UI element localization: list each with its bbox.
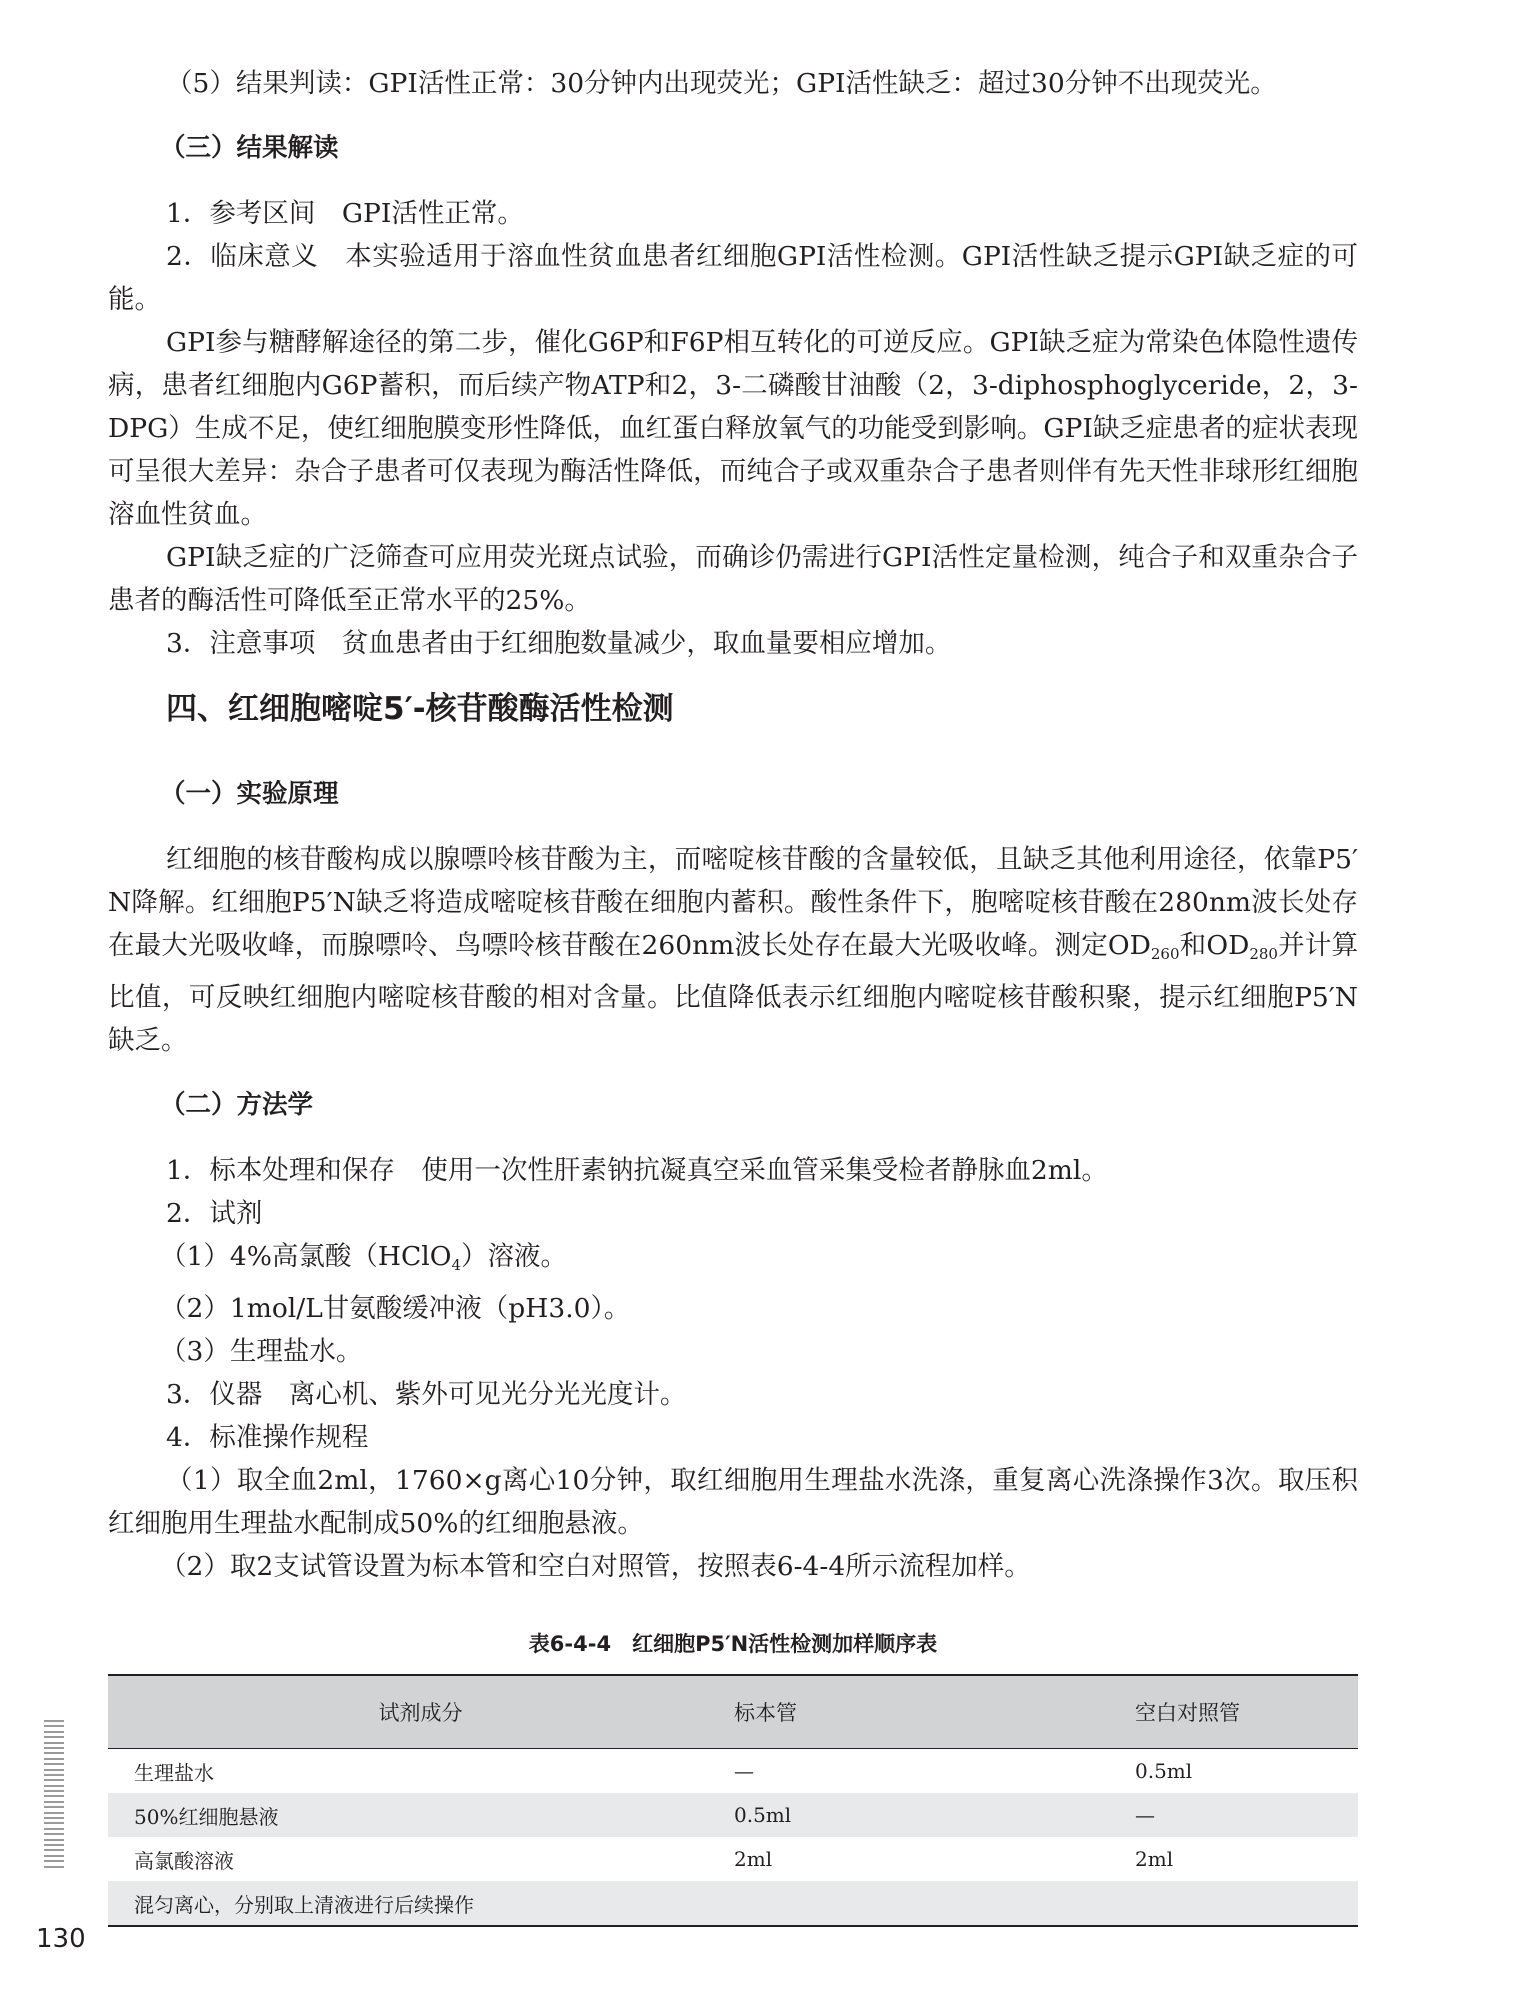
precautions: 3．注意事项 贫血患者由于红细胞数量减少，取血量要相应增加。: [166, 628, 952, 659]
page-content: [108, 62, 1358, 1927]
sop-step-2: （2）取2支试管设置为标本管和空白对照管，按照表6-4-4所示流程加样。: [160, 1551, 1031, 1582]
heading-result-reading: （三）结果解读: [160, 133, 339, 163]
od280-label: OD: [1206, 930, 1250, 961]
principle-text-b: 并计算比值，可反映红细胞内嘧啶核苷酸的相对含量。比值降低表示红细胞内嘧啶核苷酸积聚，提示红细胞P5′N缺乏。: [108, 930, 1359, 1056]
table-row: [108, 1881, 1358, 1926]
table-cell: 混匀离心，分别取上清液进行后续操作: [108, 1881, 734, 1926]
reagent-1: [108, 1235, 1358, 1287]
table-cell: 2ml: [734, 1847, 773, 1871]
gpi-paragraph-1: GPI参与糖酵解途径的第二步，催化G6P和F6P相互转化的可逆反应。GPI缺乏症为常染色体隐性遗传病，患者红细胞内G6P蓄积，而后续产物ATP和2，3-二磷酸甘油酸（2，3-diphosphoglyceride，2，3-DPG）生成不足，使红细胞膜变形性降低，血红蛋白释放氧气的功能受到影响。GPI缺乏症患者的症状表现可呈很大差异：杂合子患者可仅表现为酶活性降低，而纯合子或双重杂合子患者则伴有先天性非球形红细胞溶血性贫血。: [108, 327, 1358, 530]
table-header-row: [108, 1675, 1358, 1749]
table-cell: —: [1135, 1793, 1358, 1837]
sop-heading: 4．标准操作规程: [166, 1422, 369, 1453]
table-cell: 生理盐水: [134, 1760, 214, 1785]
result-interpretation-step: （5）结果判读：GPI活性正常：30分钟内出现荧光；GPI活性缺乏：超过30分钟不出现荧光。: [166, 68, 1277, 99]
table-header-cell: 试剂成分: [108, 1675, 734, 1749]
table-cell: 0.5ml: [734, 1793, 1135, 1837]
table-cell: [1135, 1881, 1358, 1926]
table-row: [108, 1793, 1358, 1837]
instruments: 3．仪器 离心机、紫外可见光分光光度计。: [166, 1379, 687, 1410]
reagent-1-tail: ）溶液。: [461, 1241, 568, 1272]
and-text: 和: [1179, 930, 1207, 961]
reagent-3: （3）生理盐水。: [160, 1336, 363, 1367]
od260-label: OD: [1107, 930, 1151, 961]
table-row: [108, 1837, 1358, 1881]
sop-step-1: （1）取全血2ml，1760×g离心10分钟，取红细胞用生理盐水洗涤，重复离心洗涤操作3次。取压积红细胞用生理盐水配制成50%的红细胞悬液。: [108, 1465, 1358, 1539]
table-cell: [734, 1881, 1135, 1926]
table-cell: 2ml: [1135, 1847, 1174, 1871]
table-cell: 50%红细胞悬液: [108, 1793, 734, 1837]
heading-principle: （一）实验原理: [160, 779, 339, 809]
table-row: [108, 1749, 1358, 1794]
heading-methodology: （二）方法学: [160, 1090, 314, 1120]
reagent-2: （2）1mol/L甘氨酸缓冲液（pH3.0）。: [160, 1293, 631, 1324]
reagent-1-subscript: 4: [451, 1256, 462, 1274]
table-header-cell: 标本管: [734, 1675, 1135, 1749]
reference-interval: 1．参考区间 GPI活性正常。: [166, 198, 524, 229]
table-cell: 高氯酸溶液: [134, 1848, 234, 1873]
table-caption: 表6-4-4 红细胞P5′N活性检测加样顺序表: [528, 1632, 938, 1656]
reagent-1-text: （1）4%高氯酸（HClO: [160, 1241, 452, 1272]
gpi-paragraph-2: GPI缺乏症的广泛筛查可应用荧光斑点试验，而确诊仍需进行GPI活性定量检测，纯合子和双重杂合子患者的酶活性可降低至正常水平的25%。: [108, 542, 1358, 616]
table-cell: 0.5ml: [1135, 1759, 1193, 1783]
page-number: 130: [36, 1924, 86, 1954]
specimen-handling: 1．标本处理和保存 使用一次性肝素钠抗凝真空采血管采集受检者静脉血2ml。: [166, 1155, 1108, 1186]
principle-paragraph: [108, 838, 1358, 1062]
reagents-heading: 2．试剂: [166, 1198, 263, 1229]
section-title-p5n: 四、红细胞嘧啶5′-核苷酸酶活性检测: [166, 691, 674, 727]
od280-subscript: 280: [1249, 945, 1278, 963]
sample-addition-table: [108, 1674, 1358, 1927]
principle-text-a: 红细胞的核苷酸构成以腺嘌呤核苷酸为主，而嘧啶核苷酸的含量较低，且缺乏其他利用途径，依靠P5′N降解。红细胞P5′N缺乏将造成嘧啶核苷酸在细胞内蓄积。酸性条件下，胞嘧啶核苷酸在280nm波长处存在最大光吸收峰，而腺嘌呤、鸟嘌呤核苷酸在260nm波长处存在最大光吸收峰。测定: [108, 844, 1358, 961]
od260-subscript: 260: [1150, 945, 1180, 963]
table-header-cell: 空白对照管: [1135, 1675, 1358, 1749]
table-cell: —: [734, 1759, 754, 1783]
clinical-significance: 2．临床意义 本实验适用于溶血性贫血患者红细胞GPI活性检测。GPI活性缺乏提示GPI缺乏症的可能。: [108, 241, 1358, 315]
page-edge-marks: [44, 1720, 64, 1871]
